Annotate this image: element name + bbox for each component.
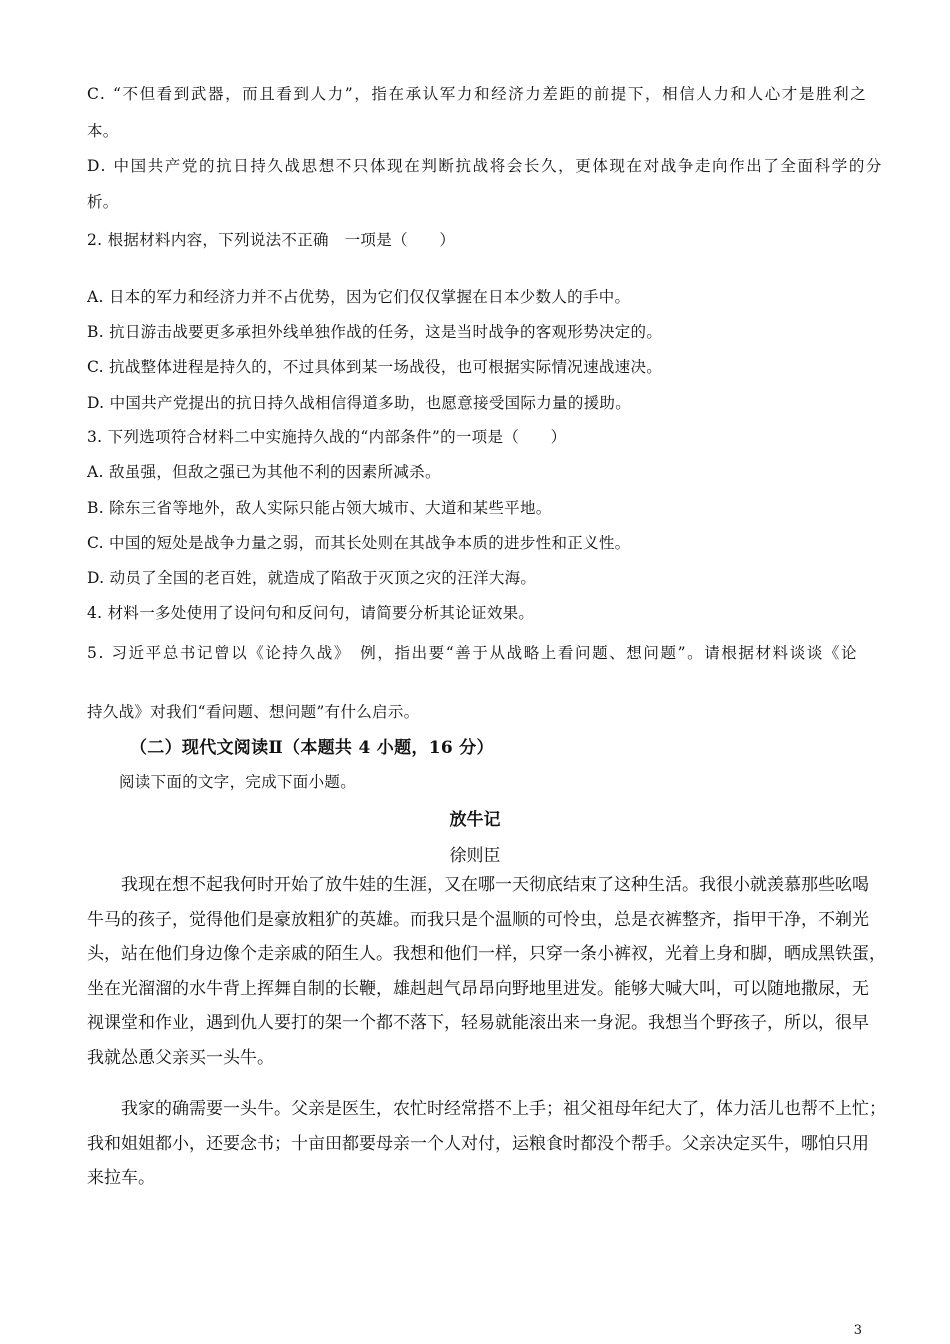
- q2-option-d: D. 中国共产党提出的抗日持久战相信得道多助，也愿意接受国际力量的援助。: [87, 394, 632, 412]
- q2-option-b: B. 抗日游击战要更多承担外线单独作战的任务，这是当时战争的客观形势决定的。: [87, 323, 663, 341]
- q3-option-a: A. 敌虽强，但敌之强已为其他不利的因素所减杀。: [87, 463, 441, 481]
- q5-line2: 持久战》对我们“看问题、想问题”有什么启示。: [87, 703, 420, 721]
- q3-stem: 3. 下列选项符合材料二中实施持久战的“内部条件”的一项是（ ）: [87, 428, 567, 446]
- section-instruction: 阅读下面的文字，完成下面小题。: [119, 773, 357, 791]
- q3-option-b: B. 除东三省等地外，敌人实际只能占领大城市、大道和某些平地。: [87, 499, 552, 517]
- paragraph-line: 我家的确需要一头牛。父亲是医生，农忙时经常搭不上手；祖父祖母年纪大了，体力活儿也帮不上忙；: [121, 1099, 886, 1119]
- q3-option-c: C. 中国的短处是战争力量之弱，而其长处则在其战争本质的进步性和正义性。: [87, 534, 631, 552]
- paragraph-line: 头，站在他们身边像个走亲戚的陌生人。我想和他们一样，只穿一条小裤衩，光着上身和脚，晒成黑铁蛋，: [87, 944, 886, 965]
- article-paragraph-1: [87, 868, 886, 1076]
- paragraph-line: 牛马的孩子，觉得他们是豪放粗犷的英雄。而我只是个温顺的可怜虫，总是衣裤整齐，指甲干净，不剃光: [87, 909, 869, 930]
- q5-line1: 5. 习近平总书记曾以《论持久战》 例，指出要“善于从战略上看问题、想问题”。请根据材料谈谈《论: [87, 644, 859, 662]
- section-heading: （二）现代文阅读Ⅱ（本题共 4 小题，16 分）: [130, 738, 494, 758]
- paragraph-line: 来拉车。: [87, 1168, 155, 1189]
- q1-option-c-line2: 本。: [87, 122, 119, 140]
- q2-stem: 2. 根据材料内容，下列说法不正确 一项是（ ）: [87, 231, 456, 249]
- q2-option-c: C. 抗战整体进程是持久的，不过具体到某一场战役，也可根据实际情况速战速决。: [87, 358, 663, 376]
- q4-stem: 4. 材料一多处使用了设问句和反问句，请简要分析其论证效果。: [87, 604, 535, 622]
- q2-option-a: A. 日本的军力和经济力并不占优势，因为它们仅仅掌握在日本少数人的手中。: [87, 288, 631, 306]
- article-author: 徐则臣: [449, 846, 501, 866]
- paragraph-line: 我现在想不起我何时开始了放牛娃的生涯，又在哪一天彻底结束了这种生活。我很小就羡慕那些吆喝: [121, 875, 869, 895]
- page-number: 3: [853, 1323, 862, 1338]
- q3-option-d: D. 动员了全国的老百姓，就造成了陷敌于灭顶之灾的汪洋大海。: [87, 569, 537, 587]
- q1-option-d-line2: 析。: [87, 193, 119, 211]
- paragraph-line: 视课堂和作业，遇到仇人要打的架一个都不落下，轻易就能滚出来一身泥。我想当个野孩子，所以，很早: [87, 1013, 869, 1034]
- article-paragraph-2: [87, 1092, 886, 1196]
- q1-option-c-line1: C. “不但看到武器，而且看到人力”，指在承认军力和经济力差距的前提下，相信人力和人心才是胜利之: [87, 85, 868, 103]
- paragraph-line: 坐在光溜溜的水牛背上挥舞自制的长鞭，雄赳赳气昂昂向野地里进发。能够大喊大叫，可以随地撒尿，无: [87, 978, 869, 999]
- article-title: 放牛记: [449, 810, 501, 830]
- paragraph-line: 我就怂恿父亲买一头牛。: [87, 1047, 274, 1068]
- paragraph-line: 我和姐姐都小，还要念书；十亩田都要母亲一个人对付，运粮食时都没个帮手。父亲决定买牛，哪怕只用: [87, 1133, 869, 1154]
- q1-option-d-line1: D. 中国共产党的抗日持久战思想不只体现在判断抗战将会长久，更体现在对战争走向作出了全面科学的分: [87, 157, 884, 175]
